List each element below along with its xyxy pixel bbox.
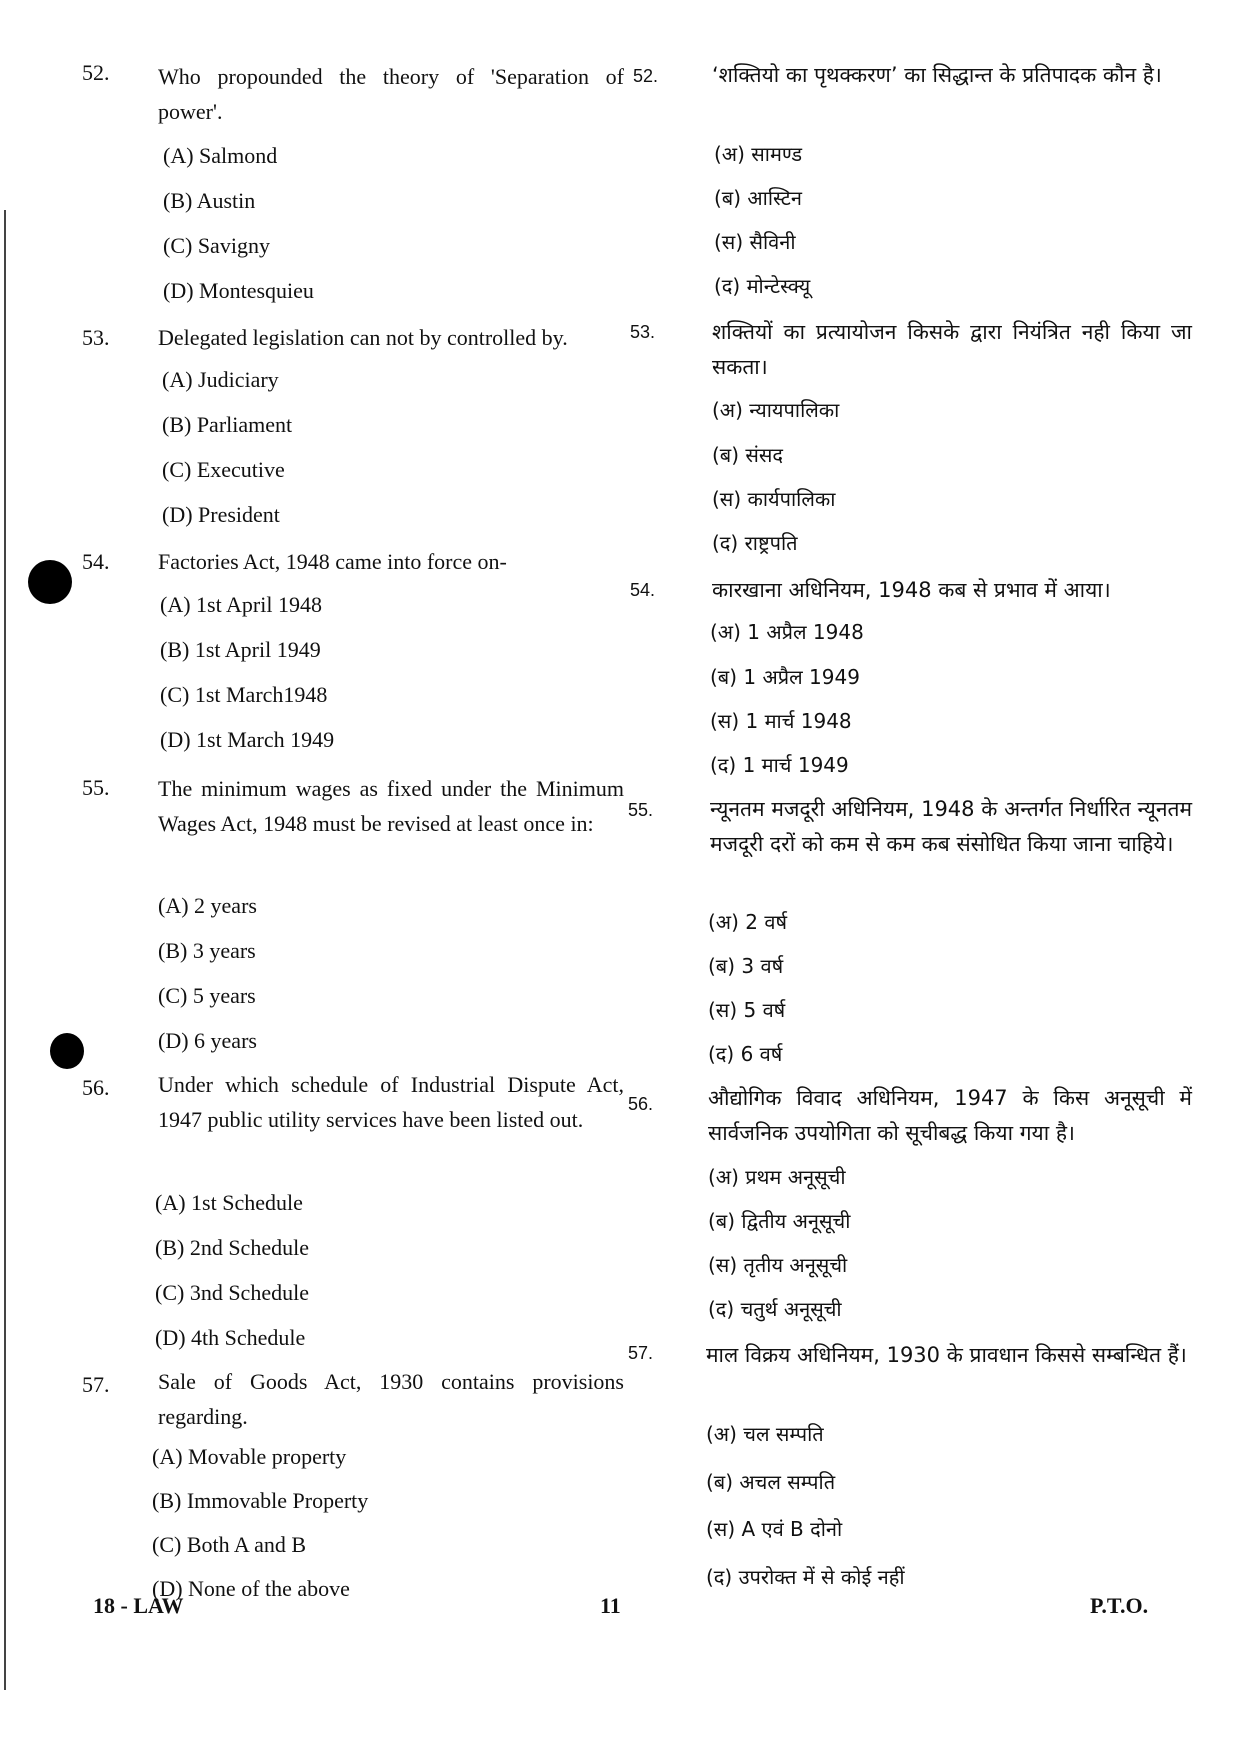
option-a: (अ) 2 वर्ष xyxy=(708,910,788,934)
option-a: (अ) 1 अप्रैल 1948 xyxy=(710,620,864,644)
option-c: (C) 5 years xyxy=(158,983,256,1008)
question-number: 52. xyxy=(633,66,659,86)
option-b: (ब) 1 अप्रैल 1949 xyxy=(710,665,860,689)
question-number: 54. xyxy=(82,549,110,574)
option-c: (स) 1 मार्च 1948 xyxy=(710,709,852,733)
punch-hole-mark xyxy=(28,560,72,604)
option-a: (अ) न्यायपालिका xyxy=(712,398,840,422)
option-a: (अ) प्रथम अनूसूची xyxy=(708,1165,846,1189)
option-b: (ब) अचल सम्पति xyxy=(706,1470,836,1494)
question-text: The minimum wages as fixed under the Minimum Wages Act, 1948 must be revised at least once in: xyxy=(158,776,624,836)
question-text: Delegated legislation can not by controlled by. xyxy=(158,325,568,350)
question-number: 56. xyxy=(82,1075,110,1100)
option-b: (B) Parliament xyxy=(162,412,293,437)
option-a: (अ) चल सम्पति xyxy=(706,1422,824,1446)
option-c: (स) सैविनी xyxy=(714,230,796,254)
option-a: (A) Salmond xyxy=(163,143,278,168)
option-d: (द) राष्ट्रपति xyxy=(712,531,798,555)
question-number: 52. xyxy=(82,60,110,85)
option-a: (A) 2 years xyxy=(158,893,257,918)
option-d: (D) None of the above xyxy=(152,1576,350,1601)
question-text: औद्योगिक विवाद अधिनियम, 1947 के किस अनूसूची में सार्वजनिक उपयोगिता को सूचीबद्ध किया गया है। xyxy=(708,1086,1192,1145)
option-b: (ब) 3 वर्ष xyxy=(708,954,784,978)
option-d: (D) President xyxy=(162,502,280,527)
page-margin-line xyxy=(4,210,6,1690)
option-b: (ब) संसद xyxy=(712,443,784,467)
option-c: (स) तृतीय अनूसूची xyxy=(708,1253,848,1277)
option-d: (द) उपरोक्त में से कोई नहीं xyxy=(706,1565,905,1589)
punch-hole-mark xyxy=(50,1033,84,1069)
option-a: (A) 1st Schedule xyxy=(155,1190,303,1215)
option-d: (द) चतुर्थ अनूसूची xyxy=(708,1297,842,1321)
question-number: 57. xyxy=(82,1372,110,1397)
option-c: (स) कार्यपालिका xyxy=(712,487,836,511)
option-c: (स) 5 वर्ष xyxy=(708,998,786,1022)
question-text: Factories Act, 1948 came into force on- xyxy=(158,549,507,574)
question-text: ‘शक्तियो का पृथक्करण’ का सिद्धान्त के प्रतिपादक कौन है। xyxy=(712,63,1162,87)
option-d: (द) 1 मार्च 1949 xyxy=(710,753,849,777)
option-a: (A) Judiciary xyxy=(162,367,279,392)
option-c: (C) 3nd Schedule xyxy=(155,1280,309,1305)
question-number: 53. xyxy=(82,325,110,350)
option-c: (C) Executive xyxy=(162,457,285,482)
question-number: 54. xyxy=(630,580,656,600)
question-number: 55. xyxy=(82,775,110,800)
question-number: 56. xyxy=(628,1094,654,1114)
option-b: (ब) आस्टिन xyxy=(714,186,802,210)
question-text: शक्तियों का प्रत्यायोजन किसके द्वारा नियंत्रित नही किया जा सकता। xyxy=(712,320,1192,379)
option-b: (B) Immovable Property xyxy=(152,1488,369,1513)
question-text: Who propounded the theory of 'Separation of power'. xyxy=(158,64,624,124)
option-b: (B) 2nd Schedule xyxy=(155,1235,309,1260)
option-b: (B) 1st April 1949 xyxy=(160,637,321,662)
option-d: (D) Montesquieu xyxy=(163,278,314,303)
option-a: (A) Movable property xyxy=(152,1444,347,1469)
question-text: Sale of Goods Act, 1930 contains provisions regarding. xyxy=(158,1369,624,1429)
option-a: (अ) सामण्ड xyxy=(714,142,803,166)
option-d: (द) मोन्टेस्क्यू xyxy=(714,274,811,298)
option-b: (ब) द्वितीय अनूसूची xyxy=(708,1209,851,1233)
option-c: (स) A एवं B दोनो xyxy=(706,1517,843,1541)
page-number: 11 xyxy=(600,1593,621,1618)
question-number: 57. xyxy=(628,1343,654,1363)
question-text: माल विक्रय अधिनियम, 1930 के प्रावधान किससे सम्बन्धित हैं। xyxy=(706,1343,1187,1367)
option-b: (B) Austin xyxy=(163,188,256,213)
option-d: (D) 1st March 1949 xyxy=(160,727,335,752)
question-text: कारखाना अधिनियम, 1948 कब से प्रभाव में आया। xyxy=(712,578,1111,602)
option-c: (C) Savigny xyxy=(163,233,270,258)
option-d: (द) 6 वर्ष xyxy=(708,1042,783,1066)
option-c: (C) 1st March1948 xyxy=(160,682,328,707)
question-number: 53. xyxy=(630,322,656,342)
option-d: (D) 4th Schedule xyxy=(155,1325,306,1350)
question-text: Under which schedule of Industrial Dispute Act, 1947 public utility services have been listed out. xyxy=(158,1072,624,1132)
paper-code: 18 - LAW xyxy=(93,1593,184,1618)
question-number: 55. xyxy=(628,800,654,820)
option-c: (C) Both A and B xyxy=(152,1532,307,1557)
option-b: (B) 3 years xyxy=(158,938,256,963)
option-a: (A) 1st April 1948 xyxy=(160,592,322,617)
option-d: (D) 6 years xyxy=(158,1028,257,1053)
pto-label: P.T.O. xyxy=(1090,1593,1149,1618)
question-text: न्यूनतम मजदूरी अधिनियम, 1948 के अन्तर्गत निर्धारित न्यूनतम मजदूरी दरों को कम से कम कब संसोधित किया जाना चाहिये। xyxy=(710,797,1192,856)
